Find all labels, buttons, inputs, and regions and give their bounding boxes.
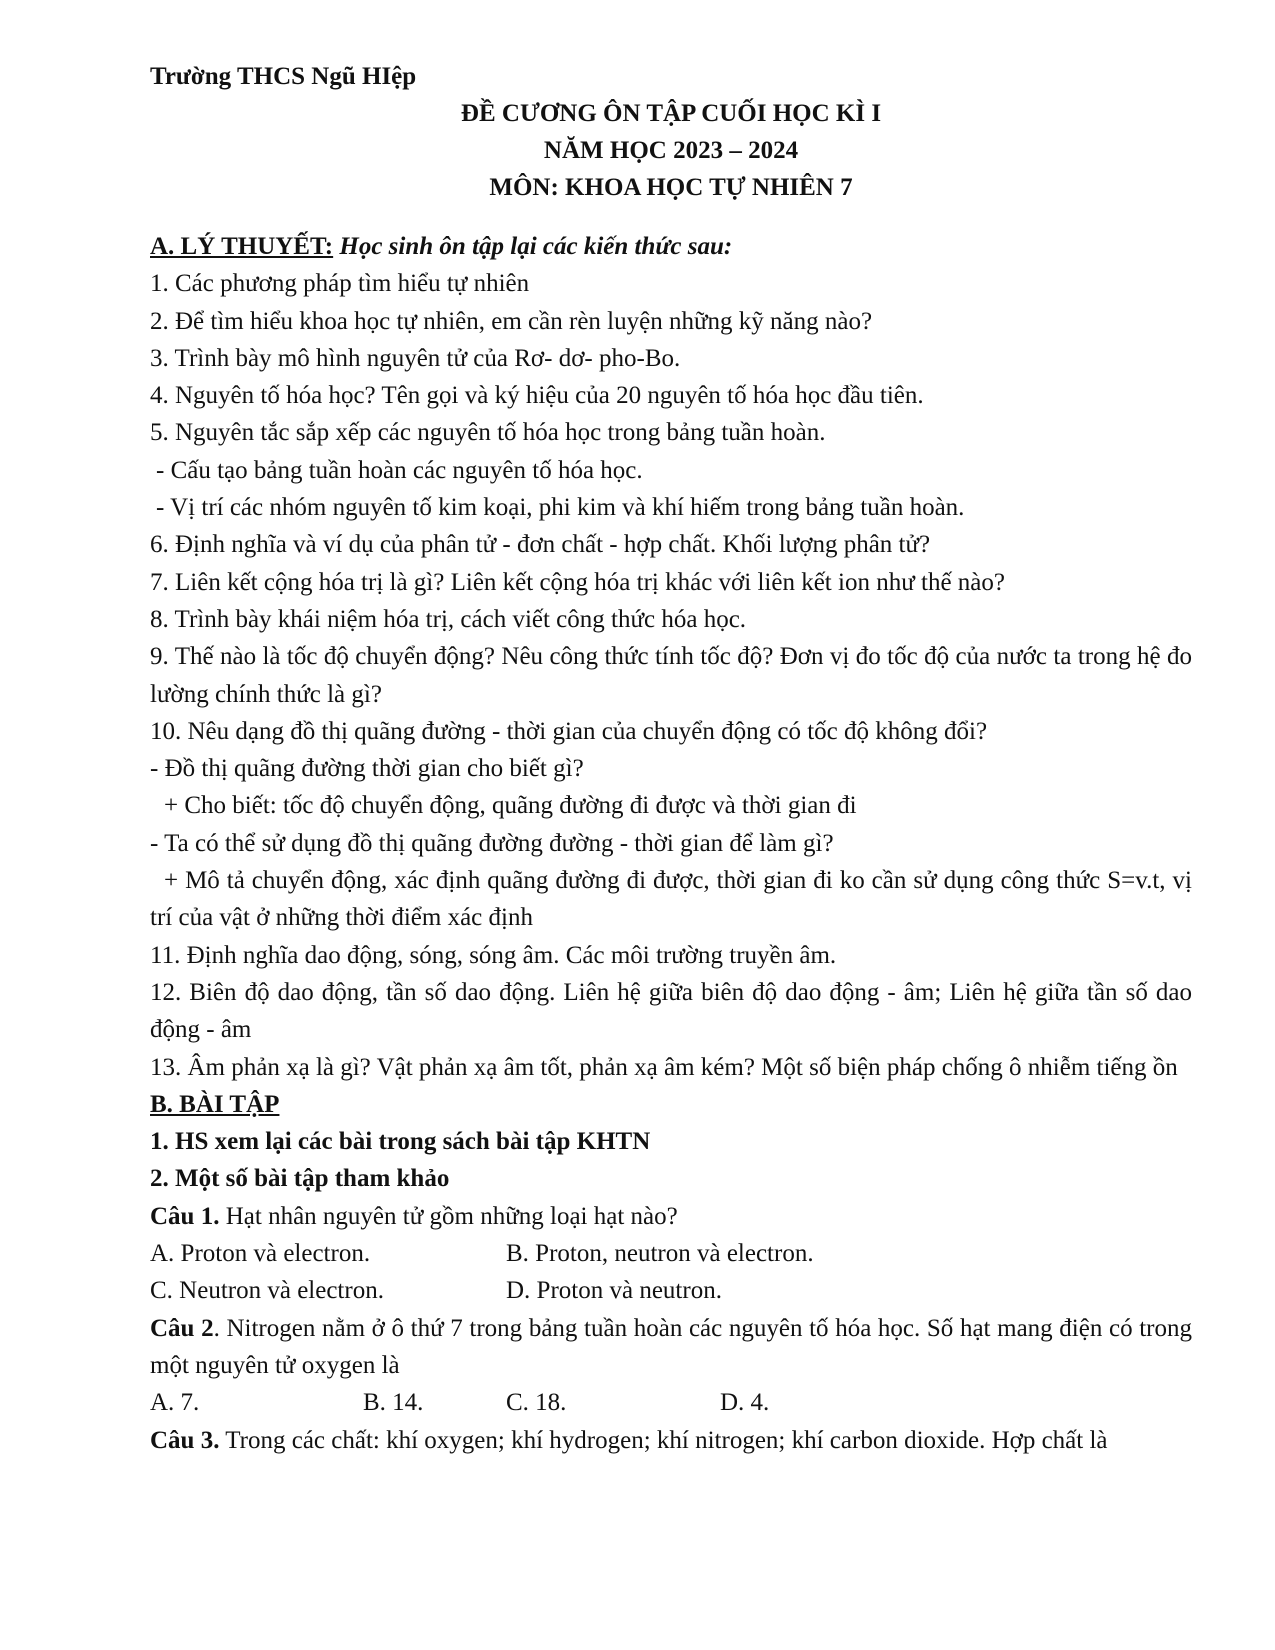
option-a: A. Proton và electron.	[150, 1240, 371, 1268]
question-text: . Nitrogen nằm ở ô thứ 7 trong bảng tuần hoàn các nguyên tố hóa học. Số hạt mang điện có trong một nguyên tử oxygen là	[150, 1314, 1192, 1379]
title-line-2: NĂM HỌC 2023 – 2024	[543, 137, 799, 164]
section-b-sub2: 2. Một số bài tập tham khảo	[150, 1165, 450, 1193]
theory-item: 12. Biên độ dao động, tần số dao động. Liên hệ giữa biên độ dao động - âm; Liên hệ giữa tần số dao động - âm	[150, 978, 1192, 1044]
theory-item: 2. Để tìm hiểu khoa học tự nhiên, em cần rèn luyện những kỹ năng nào?	[150, 307, 873, 335]
question-2-options	[150, 1384, 1192, 1421]
option-a: A. 7.	[150, 1389, 200, 1417]
option-b: B. 14.	[363, 1389, 424, 1417]
theory-item: 1. Các phương pháp tìm hiểu tự nhiên	[150, 270, 530, 298]
section-b-heading: B. BÀI TẬP	[150, 1090, 280, 1118]
section-a-heading: A. LÝ THUYẾT:	[150, 233, 334, 260]
option-d: D. 4.	[720, 1389, 770, 1417]
document-content	[150, 58, 1192, 1459]
question-text: Trong các chất: khí oxygen; khí hydrogen; khí nitrogen; khí carbon dioxide. Hợp chất là	[219, 1426, 1108, 1454]
question-label: Câu 1.	[150, 1202, 220, 1230]
theory-subitem: - Ta có thể sử dụng đồ thị quãng đường đường - thời gian để làm gì?	[150, 829, 834, 857]
theory-subitem: - Đồ thị quãng đường thời gian cho biết gì?	[150, 755, 584, 783]
section-a-heading-line	[150, 228, 1192, 265]
theory-item: 8. Trình bày khái niệm hóa trị, cách viết công thức hóa học.	[150, 605, 747, 633]
theory-item: 5. Nguyên tắc sắp xếp các nguyên tố hóa học trong bảng tuần hoàn.	[150, 419, 826, 447]
theory-item: 9. Thế nào là tốc độ chuyển động? Nêu công thức tính tốc độ? Đơn vị đo tốc độ của nước ta trong hệ đo lường chính thức là gì?	[150, 643, 1192, 708]
section-b-sub1: 1. HS xem lại các bài trong sách bài tập KHTN	[150, 1128, 651, 1156]
question-1	[150, 1198, 1192, 1235]
option-b: B. Proton, neutron và electron.	[506, 1240, 814, 1268]
theory-subitem: + Cho biết: tốc độ chuyển động, quãng đường đi được và thời gian đi	[164, 792, 857, 820]
section-a-subheading: Học sinh ôn tập lại các kiến thức sau:	[339, 233, 733, 260]
theory-item: 13. Âm phản xạ là gì? Vật phản xạ âm tốt, phản xạ âm kém? Một số biện pháp chống ô nhiễm tiếng ồn	[150, 1053, 1178, 1081]
theory-item: 3. Trình bày mô hình nguyên tử của Rơ- dơ- pho-Bo.	[150, 344, 681, 372]
question-text: Hạt nhân nguyên tử gồm những loại hạt nào?	[219, 1202, 678, 1230]
theory-item: 6. Định nghĩa và ví dụ của phân tử - đơn chất - hợp chất. Khối lượng phân tử?	[150, 531, 931, 559]
theory-subitem: + Mô tả chuyển động, xác định quãng đường đi được, thời gian đi ko cần sử dụng công thức S=v.t, vị trí của vật ở những thời điểm xác định	[150, 867, 1192, 932]
theory-item: 7. Liên kết cộng hóa trị là gì? Liên kết cộng hóa trị khác với liên kết ion như thế nào?	[150, 568, 1005, 596]
title-line-1: ĐỀ CƯƠNG ÔN TẬP CUỐI HỌC KÌ I	[460, 100, 882, 127]
question-label: Câu 2	[150, 1314, 214, 1342]
question-label: Câu 3.	[150, 1426, 220, 1454]
theory-subitem: - Cấu tạo bảng tuần hoàn các nguyên tố hóa học.	[156, 456, 643, 484]
question-1-options-row-1	[150, 1235, 1192, 1272]
option-c: C. 18.	[506, 1389, 567, 1417]
theory-item: 11. Định nghĩa dao động, sóng, sóng âm. Các môi trường truyền âm.	[150, 941, 837, 969]
option-c: C. Neutron và electron.	[150, 1277, 384, 1305]
title-line-3: MÔN: KHOA HỌC TỰ NHIÊN 7	[489, 174, 853, 201]
question-3	[150, 1422, 1192, 1459]
option-d: D. Proton và neutron.	[506, 1277, 722, 1305]
theory-item: 10. Nêu dạng đồ thị quãng đường - thời gian của chuyển động có tốc độ không đổi?	[150, 717, 988, 745]
question-2	[150, 1310, 1192, 1385]
question-1-options-row-2	[150, 1272, 1192, 1309]
theory-item: 4. Nguyên tố hóa học? Tên gọi và ký hiệu của 20 nguyên tố hóa học đầu tiên.	[150, 382, 924, 410]
theory-subitem: - Vị trí các nhóm nguyên tố kim koại, phi kim và khí hiếm trong bảng tuần hoàn.	[156, 494, 965, 522]
school-name: Trường THCS Ngũ HIệp	[150, 63, 417, 90]
